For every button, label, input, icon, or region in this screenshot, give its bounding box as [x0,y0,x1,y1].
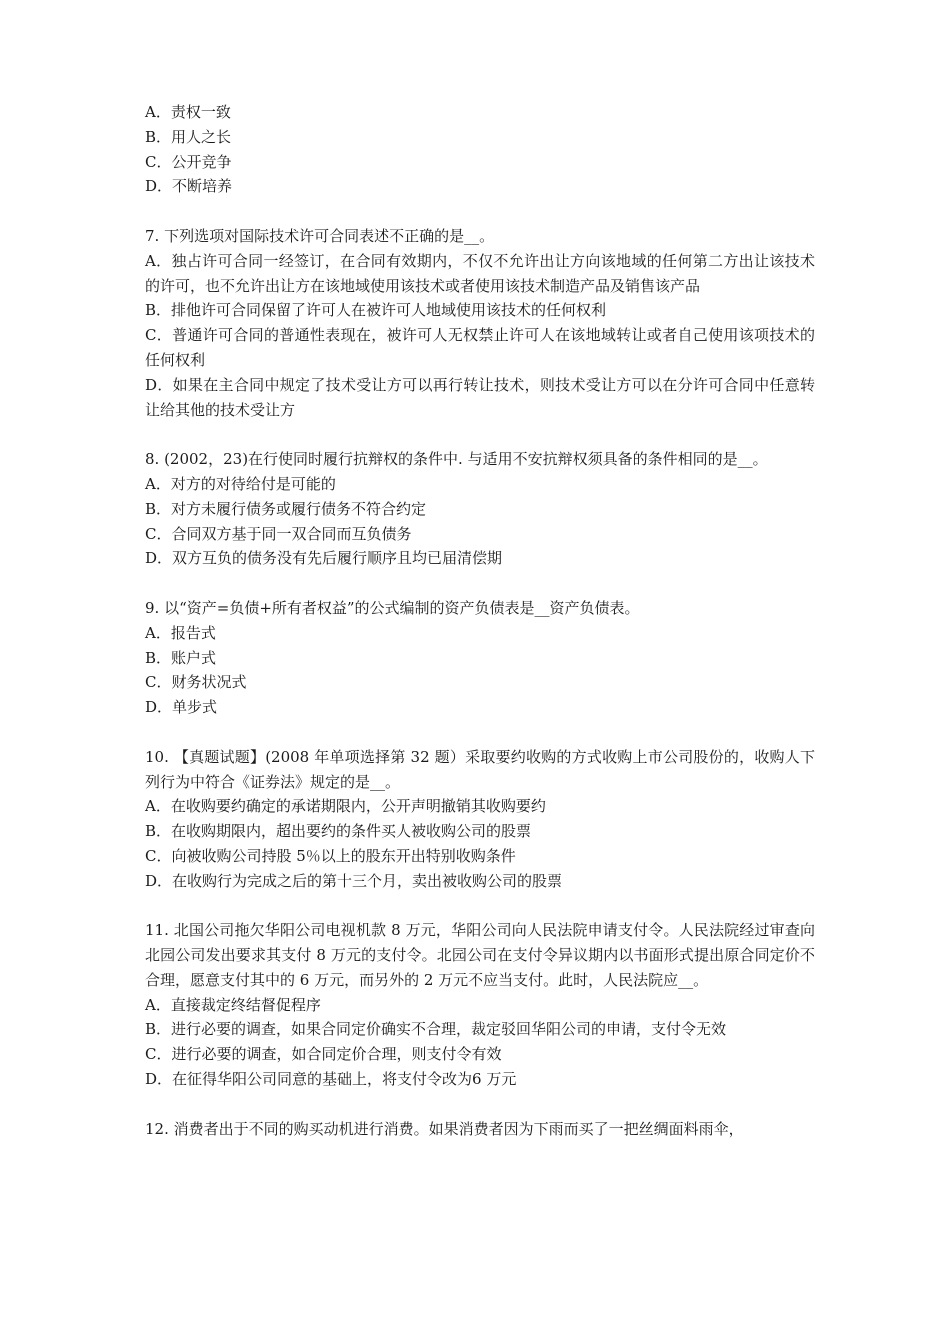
question-12 [145,1117,815,1142]
q11-option-a: A．直接裁定终结督促程序 [145,995,321,1014]
q11-option-c: C．进行必要的调查，如合同定价合理，则支付令有效 [145,1045,502,1064]
q12-stem: 12. 消费者出于不同的购买动机进行消费。如果消费者因为下雨而买了一把丝绸面料雨伞， [145,1119,744,1138]
q10-option-c: C．向被收购公司持股 5％以上的股东开出特别收购条件 [145,846,516,865]
q10-option-a: A．在收购要约确定的承诺期限内，公开声明撤销其收购要约 [145,797,546,816]
question-10 [145,745,815,894]
q7-option-a: A．独占许可合同一经签订，在合同有效期内，不仅不允许出让方向该地域的任何第二方出让该技术的许可，也不允许出让方在该地域使用该技术或者使用该技术制造产品及销售该产品 [145,251,815,295]
spacer [145,422,815,447]
spacer [145,571,815,596]
q10-option-b: B．在收购期限内，超出要约的条件买人被收购公司的股票 [145,822,532,841]
q10-option-d: D．在收购行为完成之后的第十三个月，卖出被收购公司的股票 [145,871,563,890]
q6-option-a: A．责权一致 [145,103,231,121]
q8-stem: 8. (2002，23)在行使同时履行抗辩权的条件中. 与适用不安抗辩权须具备的条件相同的是__。 [145,450,768,469]
q6-option-d: D．不断培养 [145,177,233,196]
q11-option-d: D．在征得华阳公司同意的基础上，将支付令改为6 万元 [145,1070,517,1089]
q6-option-c: C．公开竞争 [145,152,232,171]
q11-option-b: B．进行必要的调查，如果合同定价确实不合理，裁定驳回华阳公司的申请，支付令无效 [145,1020,727,1039]
q7-option-b: B．排他许可合同保留了许可人在被许可人地域使用该技术的任何权利 [145,301,607,320]
spacer [145,894,815,919]
q11-stem: 11. 北国公司拖欠华阳公司电视机款 8 万元，华阳公司向人民法院申请支付令。人民法院经过审查向北园公司发出要求其支付 8 万元的支付令。北园公司在支付令异议期内以书面形式提出原合同定价不合理，愿意支付其中的 6 万元，而另外的 2 万元不应当支付。此时，人民法院应__。 [145,921,815,989]
spacer [145,720,815,745]
q8-option-b: B．对方未履行债务或履行债务不符合约定 [145,499,427,518]
q9-option-c: C．财务状况式 [145,673,247,692]
q9-option-b: B．账户式 [145,648,217,667]
q9-option-d: D．单步式 [145,698,218,717]
spacer [145,199,815,224]
q6-option-b: B．用人之长 [145,127,232,146]
q9-stem: 9. 以“资产=负债+所有者权益”的公式编制的资产负债表是__资产负债表。 [145,598,640,617]
q8-option-d: D．双方互负的债务没有先后履行顺序且均已届清偿期 [145,549,503,568]
q8-option-a: A．对方的对待给付是可能的 [145,474,336,493]
question-6-options [145,100,815,199]
question-8 [145,447,815,571]
question-7 [145,224,815,422]
q7-option-c: C．普通许可合同的普通性表现在，被许可人无权禁止许可人在该地域转让或者自己使用该项技术的任何权利 [145,326,815,369]
document-page [145,100,815,1141]
q7-stem: 7. 下列选项对国际技术许可合同表述不正确的是__。 [145,226,495,245]
q9-option-a: A．报告式 [145,623,216,642]
question-9 [145,596,815,720]
q8-option-c: C．合同双方基于同一双合同而互负债务 [145,524,412,543]
q7-option-d: D．如果在主合同中规定了技术受让方可以再行转让技术，则技术受让方可以在分许可合同中任意转让给其他的技术受让方 [145,375,815,419]
spacer [145,1092,815,1117]
q10-stem: 10. 【真题试题】(2008 年单项选择第 32 题）采取要约收购的方式收购上市公司股份的，收购人下列行为中符合《证券法》规定的是__。 [145,747,815,791]
question-11 [145,918,815,1092]
